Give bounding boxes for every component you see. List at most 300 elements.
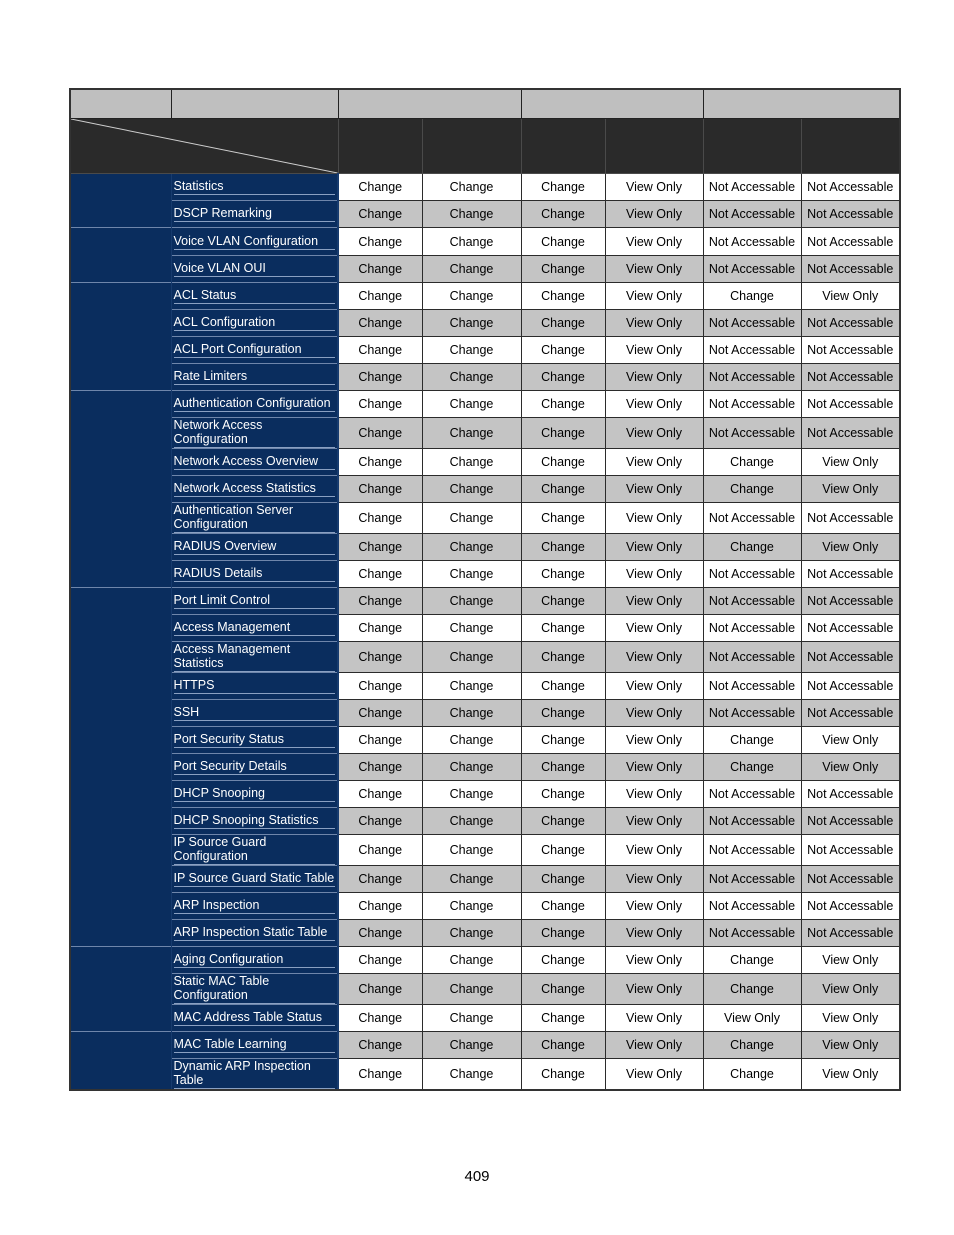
permission-cell: Change: [422, 893, 521, 920]
item-name: ACL Status: [174, 288, 336, 304]
permission-cell: Change: [338, 642, 422, 673]
permission-cell: Change: [422, 835, 521, 866]
header-cell-sub: [521, 119, 605, 174]
table-row: [70, 283, 900, 310]
permission-cell: Change: [521, 174, 605, 201]
item-name: RADIUS Overview: [174, 539, 336, 555]
permission-cell: Change: [521, 228, 605, 256]
permission-cell: Not Accessable: [801, 228, 900, 256]
item-name: Network Access Overview: [174, 454, 336, 470]
item-name-cell: [171, 866, 338, 893]
permission-cell: Change: [521, 893, 605, 920]
item-name-cell: [171, 174, 338, 201]
permission-cell: Change: [521, 418, 605, 449]
permission-cell: Not Accessable: [703, 418, 801, 449]
permission-cell: Change: [338, 920, 422, 947]
permission-cell: Change: [338, 727, 422, 754]
permission-cell: Not Accessable: [703, 808, 801, 835]
permission-cell: Change: [338, 283, 422, 310]
permission-cell: Change: [422, 283, 521, 310]
permission-cell: Change: [521, 283, 605, 310]
table-row: [70, 974, 900, 1005]
permission-cell: Not Accessable: [801, 588, 900, 615]
item-name-cell: [171, 808, 338, 835]
permission-cell: View Only: [605, 1059, 703, 1091]
permission-cell: View Only: [605, 283, 703, 310]
permission-cell: View Only: [605, 974, 703, 1005]
permission-cell: Change: [422, 228, 521, 256]
permission-cell: Change: [422, 642, 521, 673]
permission-cell: View Only: [605, 534, 703, 561]
permission-cell: Change: [521, 391, 605, 418]
table-row: [70, 673, 900, 700]
permission-cell: View Only: [605, 561, 703, 588]
item-name-cell: [171, 310, 338, 337]
permission-cell: Not Accessable: [703, 174, 801, 201]
permission-cell: View Only: [605, 503, 703, 534]
permission-cell: Change: [703, 534, 801, 561]
table-row: [70, 835, 900, 866]
permission-cell: Not Accessable: [801, 781, 900, 808]
permission-cell: Not Accessable: [703, 673, 801, 700]
permission-cell: Change: [422, 615, 521, 642]
table-row: [70, 615, 900, 642]
permission-cell: Not Accessable: [703, 561, 801, 588]
permission-cell: Not Accessable: [801, 174, 900, 201]
permission-cell: Not Accessable: [801, 642, 900, 673]
permission-cell: Not Accessable: [703, 588, 801, 615]
table-row: [70, 476, 900, 503]
permission-cell: Change: [338, 893, 422, 920]
permission-cell: Change: [422, 476, 521, 503]
permission-cell: Change: [422, 310, 521, 337]
permission-cell: Change: [422, 503, 521, 534]
permission-cell: Change: [422, 418, 521, 449]
item-name: DSCP Remarking: [174, 206, 336, 222]
permission-cell: View Only: [605, 727, 703, 754]
permission-cell: View Only: [801, 1032, 900, 1059]
permission-cell: Change: [422, 920, 521, 947]
permission-cell: Change: [338, 588, 422, 615]
permission-cell: Not Accessable: [801, 256, 900, 283]
permission-cell: Change: [338, 503, 422, 534]
permission-cell: Not Accessable: [703, 642, 801, 673]
permission-cell: Change: [521, 310, 605, 337]
permission-cell: View Only: [605, 615, 703, 642]
permission-cell: View Only: [605, 256, 703, 283]
item-name: DHCP Snooping: [174, 786, 336, 802]
group-cell: [70, 391, 171, 588]
permission-cell: Change: [521, 476, 605, 503]
permission-cell: Not Accessable: [703, 781, 801, 808]
permission-cell: View Only: [605, 808, 703, 835]
permission-cell: Change: [703, 449, 801, 476]
group-cell: [70, 228, 171, 283]
permission-cell: Change: [338, 866, 422, 893]
permission-cell: View Only: [801, 534, 900, 561]
permission-cell: View Only: [801, 947, 900, 974]
permission-cell: Not Accessable: [801, 391, 900, 418]
table-row: [70, 391, 900, 418]
permission-cell: Change: [338, 310, 422, 337]
item-name: MAC Table Learning: [174, 1037, 336, 1053]
item-name: Voice VLAN OUI: [174, 261, 336, 277]
item-name: ACL Port Configuration: [174, 342, 336, 358]
permission-cell: View Only: [605, 835, 703, 866]
permission-cell: View Only: [801, 476, 900, 503]
permission-cell: Change: [338, 418, 422, 449]
item-name-cell: [171, 201, 338, 228]
permission-cell: Change: [422, 337, 521, 364]
item-name: ACL Configuration: [174, 315, 336, 331]
permission-cell: Not Accessable: [801, 615, 900, 642]
permission-cell: Change: [521, 920, 605, 947]
permission-cell: Not Accessable: [801, 866, 900, 893]
item-name: Authentication Configuration: [174, 396, 336, 412]
table-row: [70, 642, 900, 673]
header-cell-sub: [605, 119, 703, 174]
permission-cell: View Only: [605, 1032, 703, 1059]
group-cell: [70, 1032, 171, 1091]
item-name-cell: [171, 256, 338, 283]
permission-cell: Change: [338, 1005, 422, 1032]
permission-cell: Change: [338, 1059, 422, 1091]
item-name: HTTPS: [174, 678, 336, 694]
item-name: Statistics: [174, 179, 336, 195]
item-name-cell: [171, 754, 338, 781]
table-row: [70, 1005, 900, 1032]
item-name: Dynamic ARP Inspection Table: [174, 1059, 336, 1089]
header-cell-sub: [422, 119, 521, 174]
permission-cell: Not Accessable: [703, 503, 801, 534]
table-row: [70, 534, 900, 561]
table-row: [70, 228, 900, 256]
permission-cell: Not Accessable: [801, 418, 900, 449]
permission-cell: Change: [338, 808, 422, 835]
permission-cell: Change: [521, 727, 605, 754]
permission-cell: Not Accessable: [703, 364, 801, 391]
group-cell: [70, 588, 171, 947]
permission-cell: Change: [422, 534, 521, 561]
table-row: [70, 700, 900, 727]
header-diagonal-cell: [70, 119, 338, 174]
item-name: DHCP Snooping Statistics: [174, 813, 336, 829]
permission-cell: View Only: [605, 337, 703, 364]
permission-cell: View Only: [605, 310, 703, 337]
permission-cell: Change: [521, 503, 605, 534]
permission-cell: Not Accessable: [703, 893, 801, 920]
item-name-cell: [171, 615, 338, 642]
permission-cell: Change: [338, 835, 422, 866]
item-name-cell: [171, 503, 338, 534]
item-name: MAC Address Table Status: [174, 1010, 336, 1026]
item-name-cell: [171, 228, 338, 256]
permission-cell: Change: [338, 174, 422, 201]
permission-cell: Not Accessable: [703, 615, 801, 642]
permission-cell: Change: [338, 391, 422, 418]
permission-cell: View Only: [703, 1005, 801, 1032]
table-row: [70, 920, 900, 947]
page-number: 409: [464, 1168, 490, 1185]
header-cell-blank: [70, 89, 171, 119]
permission-cell: Not Accessable: [703, 866, 801, 893]
permission-cell: View Only: [605, 947, 703, 974]
permission-cell: Change: [338, 615, 422, 642]
permission-cell: Change: [338, 534, 422, 561]
permission-cell: Not Accessable: [801, 700, 900, 727]
table-row: [70, 201, 900, 228]
item-name-cell: [171, 974, 338, 1005]
permission-cell: Change: [422, 256, 521, 283]
permission-cell: View Only: [605, 364, 703, 391]
group-cell: [70, 283, 171, 391]
permission-cell: Not Accessable: [801, 673, 900, 700]
permission-cell: Not Accessable: [703, 228, 801, 256]
permission-cell: Not Accessable: [801, 337, 900, 364]
permission-cell: View Only: [801, 1059, 900, 1091]
table-body: [70, 89, 900, 1090]
table-row: [70, 561, 900, 588]
permission-cell: View Only: [605, 228, 703, 256]
permission-cell: Change: [521, 364, 605, 391]
item-name-cell: [171, 893, 338, 920]
permission-cell: Change: [521, 974, 605, 1005]
permission-cell: View Only: [801, 727, 900, 754]
item-name-cell: [171, 391, 338, 418]
item-name: Voice VLAN Configuration: [174, 234, 336, 250]
permission-cell: View Only: [605, 866, 703, 893]
permission-cell: Change: [521, 449, 605, 476]
permission-cell: Change: [338, 781, 422, 808]
permission-cell: Change: [422, 588, 521, 615]
permission-cell: Change: [338, 700, 422, 727]
group-cell: [70, 947, 171, 1032]
table-row: [70, 256, 900, 283]
permission-cell: Change: [521, 201, 605, 228]
permission-cell: Change: [521, 1059, 605, 1091]
permission-cell: Not Accessable: [703, 310, 801, 337]
permission-cell: Change: [703, 974, 801, 1005]
permission-cell: Change: [422, 727, 521, 754]
permission-cell: View Only: [605, 391, 703, 418]
item-name-cell: [171, 534, 338, 561]
permission-cell: Change: [338, 337, 422, 364]
permission-cell: Change: [521, 561, 605, 588]
item-name: RADIUS Details: [174, 566, 336, 582]
permission-cell: Change: [338, 561, 422, 588]
permission-cell: Not Accessable: [703, 337, 801, 364]
item-name: IP Source Guard Configuration: [174, 835, 336, 865]
permission-cell: Change: [338, 673, 422, 700]
permission-cell: Change: [521, 754, 605, 781]
permission-cell: Change: [422, 1005, 521, 1032]
permission-cell: Change: [422, 808, 521, 835]
permission-cell: Not Accessable: [801, 835, 900, 866]
permission-cell: Change: [703, 476, 801, 503]
permission-cell: View Only: [801, 283, 900, 310]
item-name-cell: [171, 1032, 338, 1059]
permission-cell: Change: [338, 201, 422, 228]
permission-cell: View Only: [605, 920, 703, 947]
permission-cell: View Only: [605, 418, 703, 449]
permission-cell: Change: [703, 754, 801, 781]
item-name: IP Source Guard Static Table: [173, 871, 335, 885]
permission-cell: View Only: [605, 1005, 703, 1032]
item-name-cell: [171, 283, 338, 310]
permission-cell: Change: [338, 974, 422, 1005]
item-name-cell: [171, 920, 338, 947]
item-name-cell: [171, 700, 338, 727]
permission-cell: Change: [422, 781, 521, 808]
permission-cell: Not Accessable: [703, 700, 801, 727]
permission-cell: Change: [338, 449, 422, 476]
item-name: Access Management Statistics: [174, 642, 336, 672]
permission-cell: Not Accessable: [703, 256, 801, 283]
table-row: [70, 310, 900, 337]
permission-cell: View Only: [801, 754, 900, 781]
table-row: [70, 337, 900, 364]
permission-cell: Change: [521, 1005, 605, 1032]
permission-cell: Not Accessable: [703, 920, 801, 947]
permission-cell: Not Accessable: [801, 201, 900, 228]
permission-cell: View Only: [801, 449, 900, 476]
permission-cell: View Only: [605, 174, 703, 201]
permission-cell: Change: [338, 476, 422, 503]
permission-cell: Not Accessable: [801, 561, 900, 588]
table-row: [70, 893, 900, 920]
permission-cell: Not Accessable: [801, 808, 900, 835]
permission-cell: View Only: [801, 1005, 900, 1032]
permission-cell: Change: [521, 256, 605, 283]
permission-cell: Change: [703, 947, 801, 974]
permission-cell: Change: [521, 866, 605, 893]
permission-cell: Change: [338, 754, 422, 781]
header-row-top: [70, 89, 900, 119]
permission-cell: Change: [521, 1032, 605, 1059]
permission-cell: Change: [521, 337, 605, 364]
permission-cell: Change: [521, 835, 605, 866]
permission-cell: Change: [338, 364, 422, 391]
permission-cell: Change: [521, 947, 605, 974]
permission-cell: Change: [703, 1059, 801, 1091]
permission-cell: Change: [521, 615, 605, 642]
item-name-cell: [171, 561, 338, 588]
permission-cell: Change: [521, 808, 605, 835]
table-row: [70, 503, 900, 534]
permission-cell: Change: [338, 947, 422, 974]
header-cell-sub: [801, 119, 900, 174]
table-row: [70, 754, 900, 781]
permission-cell: Change: [521, 588, 605, 615]
table-row: [70, 1032, 900, 1059]
permission-cell: Change: [422, 449, 521, 476]
permission-cell: Not Accessable: [801, 893, 900, 920]
permission-cell: Change: [521, 534, 605, 561]
permission-cell: Change: [422, 754, 521, 781]
item-name: Access Management: [174, 620, 336, 636]
permission-cell: View Only: [605, 700, 703, 727]
permission-cell: Change: [422, 1059, 521, 1091]
header-cell-sub: [338, 119, 422, 174]
item-name-cell: [171, 418, 338, 449]
permission-cell: Not Accessable: [801, 503, 900, 534]
item-name-cell: [171, 1059, 338, 1091]
permission-cell: View Only: [801, 974, 900, 1005]
permission-cell: Not Accessable: [801, 364, 900, 391]
table-row: [70, 174, 900, 201]
permission-cell: Change: [422, 673, 521, 700]
item-name: Network Access Configuration: [174, 418, 336, 448]
permission-cell: Not Accessable: [703, 391, 801, 418]
item-name-cell: [171, 835, 338, 866]
permission-cell: View Only: [605, 588, 703, 615]
permission-cell: Change: [703, 727, 801, 754]
permission-cell: Change: [422, 1032, 521, 1059]
table-row: [70, 418, 900, 449]
table-row: [70, 588, 900, 615]
item-name: Rate Limiters: [174, 369, 336, 385]
item-name: Port Security Details: [174, 759, 336, 775]
header-cell-group: [521, 89, 703, 119]
table-row: [70, 947, 900, 974]
permission-cell: Change: [422, 947, 521, 974]
item-name: Aging Configuration: [174, 952, 336, 968]
permission-cell: Change: [422, 974, 521, 1005]
permission-cell: Change: [338, 228, 422, 256]
permission-cell: View Only: [605, 673, 703, 700]
permission-cell: View Only: [605, 642, 703, 673]
permission-cell: Change: [521, 700, 605, 727]
permission-cell: Change: [338, 256, 422, 283]
permission-cell: Not Accessable: [801, 310, 900, 337]
header-cell-group: [338, 89, 521, 119]
item-name-cell: [171, 642, 338, 673]
permission-cell: Change: [521, 781, 605, 808]
item-name-cell: [171, 337, 338, 364]
permission-cell: Not Accessable: [703, 201, 801, 228]
item-name: Static MAC Table Configuration: [174, 974, 336, 1004]
item-name: Network Access Statistics: [174, 481, 336, 497]
item-name: Authentication Server Configuration: [174, 503, 336, 533]
item-name-cell: [171, 1005, 338, 1032]
item-name: Port Security Status: [174, 732, 336, 748]
item-name-cell: [171, 449, 338, 476]
table-row: [70, 808, 900, 835]
permission-cell: View Only: [605, 449, 703, 476]
table-row: [70, 781, 900, 808]
permission-cell: View Only: [605, 893, 703, 920]
permission-cell: View Only: [605, 754, 703, 781]
table-row: [70, 449, 900, 476]
permission-cell: Change: [703, 1032, 801, 1059]
table-row: [70, 866, 900, 893]
item-name-cell: [171, 947, 338, 974]
permission-cell: Not Accessable: [801, 920, 900, 947]
permission-cell: Change: [422, 866, 521, 893]
permission-cell: Change: [422, 561, 521, 588]
permission-cell: Change: [703, 283, 801, 310]
permission-cell: Change: [422, 364, 521, 391]
permission-cell: Change: [521, 673, 605, 700]
item-name-cell: [171, 476, 338, 503]
permission-table: [69, 88, 901, 1091]
item-name: SSH: [174, 705, 336, 721]
header-cell-sub: [703, 119, 801, 174]
item-name-cell: [171, 727, 338, 754]
item-name-cell: [171, 781, 338, 808]
item-name-cell: [171, 364, 338, 391]
table-row: [70, 727, 900, 754]
